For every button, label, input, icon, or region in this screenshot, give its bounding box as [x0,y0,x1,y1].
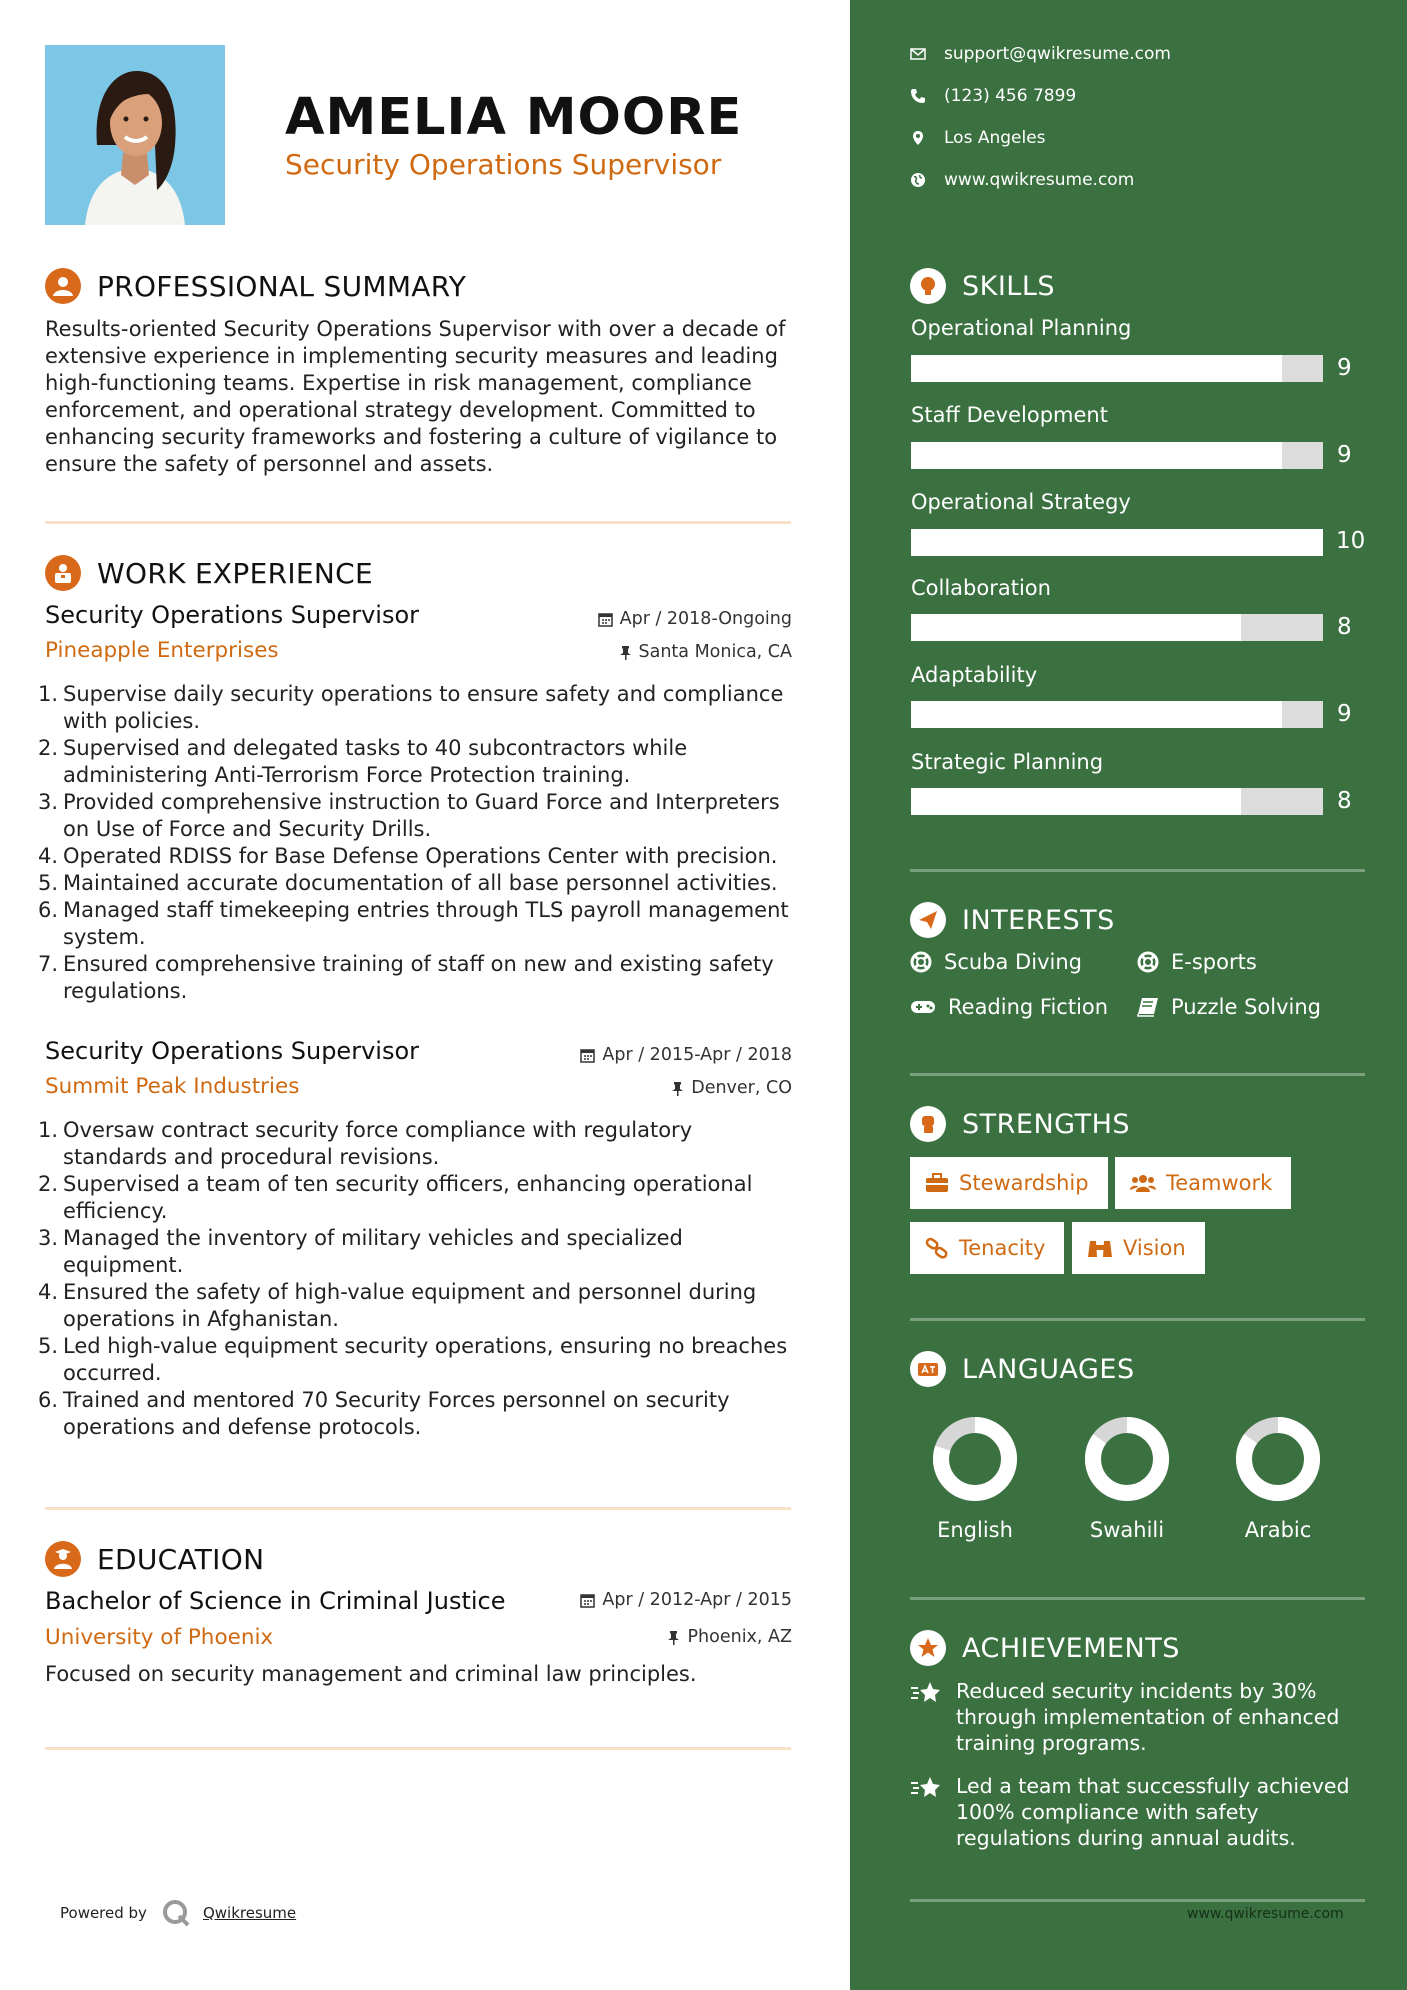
list-item: 4. Ensured the safety of high-value equipment and personnel during operations in Afghanistan. [38,1280,757,1331]
skill-bar [911,529,1323,556]
interest-item: Reading Fiction [910,995,1108,1019]
users-icon [1130,1173,1156,1193]
interests-heading-text: INTERESTS [962,904,1115,936]
calendar-icon [580,1593,595,1608]
skill-label: Collaboration [911,576,1051,600]
skill-bar [911,442,1323,469]
list-item: 7. Ensured comprehensive training of staff on new and existing safety regulations. [38,952,774,1003]
list-item: 1. Oversaw contract security force compliance with regulatory standards and procedural revisions. [38,1118,693,1169]
skill-value: 9 [1337,442,1352,468]
summary-heading-text: PROFESSIONAL SUMMARY [97,269,467,303]
divider [45,521,791,524]
divider [910,869,1365,872]
skill-value: 9 [1337,701,1352,727]
strength-badge: Teamwork [1115,1157,1291,1209]
achievements-heading [910,1628,1180,1668]
star-badge-icon [910,1630,946,1666]
divider [910,1318,1365,1321]
job-dates: Apr / 2015-Apr / 2018 [580,1045,792,1065]
strength-badge: Tenacity [910,1222,1064,1274]
skill-bar [911,614,1323,641]
candidate-name: AMELIA MOORE [285,88,743,147]
lightbulb-icon [910,268,946,304]
job-dates: Apr / 2018-Ongoing [598,609,792,629]
book-icon [1137,997,1159,1017]
list-item: 4. Operated RDISS for Base Defense Operations Center with precision. [38,844,778,868]
life-ring-icon [1137,951,1159,973]
phone-icon [910,88,926,104]
skill-value: 9 [1337,355,1352,381]
skill-value: 8 [1337,788,1352,814]
list-item: 6. Managed staff timekeeping entries through TLS payroll management system. [38,898,789,949]
language-label: Arabic [1244,1518,1312,1542]
school-name: University of Phoenix [45,1625,274,1650]
degree-title: Bachelor of Science in Criminal Justice [45,1587,506,1615]
divider [910,1597,1365,1600]
language-ring [1082,1414,1172,1508]
list-item: 2. Supervised a team of ten security officers, enhancing operational efficiency. [38,1172,753,1223]
fist-icon [910,1106,946,1142]
qwikresume-link[interactable]: Qwikresume [202,1904,297,1922]
graduate-icon [45,1541,81,1577]
education-location: Phoenix, AZ [667,1627,792,1647]
skill-label: Adaptability [911,663,1038,687]
interest-item: Puzzle Solving [1137,995,1321,1019]
job-company: Pineapple Enterprises [45,638,279,663]
list-item: 2. Supervised and delegated tasks to 40 subcontractors while administering Anti-Terrorism Force Protection training. [38,736,688,787]
interests-heading [910,900,1115,940]
skill-label: Strategic Planning [911,750,1104,774]
calendar-icon [580,1048,595,1063]
language-label: Swahili [1089,1518,1165,1542]
education-heading-text: EDUCATION [97,1542,265,1576]
skill-label: Staff Development [911,403,1108,427]
translate-icon [910,1351,946,1387]
divider [910,1899,1365,1902]
list-item: 6. Trained and mentored 70 Security Forces personnel on security operations and defense protocols. [38,1388,730,1439]
divider [45,1507,791,1510]
shooting-star-icon [910,1775,942,1801]
skill-bar-fill [911,529,1323,556]
contact-location: Los Angeles [910,128,1046,148]
skill-bar-fill [911,614,1241,641]
skill-bar [911,355,1323,382]
divider [45,1747,791,1750]
strengths-heading-text: STRENGTHS [962,1108,1131,1140]
briefcase-person-icon [45,555,81,591]
contact-email[interactable]: support@qwikresume.com [910,44,1171,64]
divider [910,1073,1365,1076]
skill-bar [911,788,1323,815]
work-heading-text: WORK EXPERIENCE [97,556,373,590]
link-icon [925,1237,949,1259]
calendar-icon [598,612,613,627]
achievement-item: Reduced security incidents by 30% through implementation of enhanced training programs. [910,1678,1370,1756]
envelope-icon [910,46,926,62]
skill-bar-fill [911,701,1282,728]
gamepad-icon [910,998,936,1016]
list-item: 3. Provided comprehensive instruction to Guard Force and Interpreters on Use of Force and Security Drills. [38,790,780,841]
strengths-heading [910,1104,1130,1144]
pin-icon [667,1630,680,1645]
briefcase-icon [925,1173,949,1193]
list-item: 5. Maintained accurate documentation of all base personnel activities. [38,871,778,895]
binoculars-icon [1087,1237,1113,1259]
footer-url[interactable]: www.qwikresume.com [1187,1906,1344,1922]
work-heading [45,553,373,593]
strength-badge: Vision [1072,1222,1205,1274]
pin-icon [619,645,632,660]
life-ring-icon [910,951,932,973]
skill-value: 10 [1336,528,1366,554]
contact-website[interactable]: www.qwikresume.com [910,170,1134,190]
paper-plane-icon [910,902,946,938]
interest-item: E-sports [1137,950,1257,974]
map-marker-icon [910,130,926,146]
job-company: Summit Peak Industries [45,1074,300,1099]
skill-bar-fill [911,442,1282,469]
language-label: English [937,1518,1013,1542]
job-title: Security Operations Supervisor [45,601,419,629]
skills-heading [910,266,1055,306]
achievement-item: Led a team that successfully achieved 100% compliance with safety regulations during annual audits. [910,1773,1370,1851]
powered-by: Powered by Qwikresume [60,1898,296,1928]
list-item: 3. Managed the inventory of military vehicles and specialized equipment. [38,1226,683,1277]
education-heading [45,1539,264,1579]
summary-text: Results-oriented Security Operations Supervisor with over a decade of extensive experience in implementing security measures and leading high-functioning teams. Expertise in risk management, compliance enforcement, and operational strategy development. Committed to enhancing security frameworks and fostering a culture of vigilance to ensure the safety of personnel and assets. [45,317,786,476]
pin-icon [671,1081,684,1096]
interest-item: Scuba Diving [910,950,1082,974]
summary-heading [45,266,466,306]
list-item: 5. Led high-value equipment security operations, ensuring no breaches occurred. [38,1334,788,1385]
skill-label: Operational Planning [911,316,1132,340]
language-ring [1233,1414,1323,1508]
profile-photo [45,45,225,225]
strength-badge: Stewardship [910,1157,1108,1209]
achievements-heading-text: ACHIEVEMENTS [962,1632,1180,1664]
job-location: Santa Monica, CA [619,642,793,662]
education-description: Focused on security management and criminal law principles. [45,1662,697,1686]
list-item: 1. Supervise daily security operations to ensure safety and compliance with policies. [38,682,784,733]
job-bullets [38,681,798,1005]
job-location: Denver, CO [671,1078,792,1098]
candidate-title: Security Operations Supervisor [285,148,722,181]
language-ring [930,1414,1020,1508]
education-dates: Apr / 2012-Apr / 2015 [580,1590,792,1610]
skill-bar [911,701,1323,728]
languages-heading-text: LANGUAGES [962,1353,1135,1385]
skill-value: 8 [1337,614,1352,640]
user-icon [45,268,81,304]
qwikresume-logo-icon [161,1898,191,1928]
job-title: Security Operations Supervisor [45,1037,419,1065]
shooting-star-icon [910,1680,942,1706]
contact-phone[interactable]: (123) 456 7899 [910,86,1076,106]
languages-heading [910,1349,1135,1389]
job-bullets [38,1117,798,1441]
skill-bar-fill [911,355,1282,382]
skill-label: Operational Strategy [911,490,1131,514]
skills-heading-text: SKILLS [962,270,1056,302]
globe-icon [910,172,926,188]
skill-bar-fill [911,788,1241,815]
sidebar [850,0,1407,1990]
